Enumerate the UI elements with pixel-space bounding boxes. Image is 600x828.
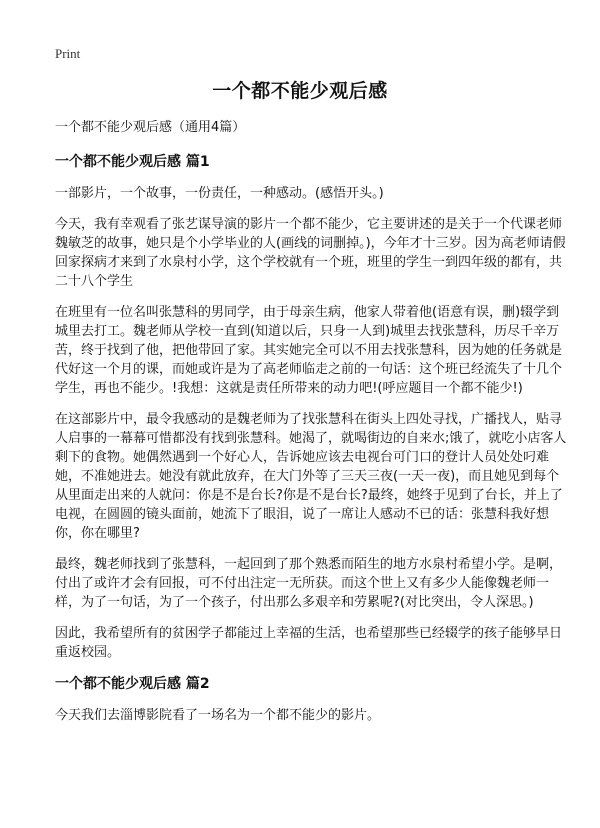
paragraph: 今天我们去淄博影院看了一场名为一个都不能少的影片。 <box>55 708 381 723</box>
section-heading-1: 一个都不能少观后感 篇1 <box>55 154 210 170</box>
paragraph: 因此，我希望所有的贫困学子都能过上幸福的生活，也希望那些已经辍学的孩子能够早日重返校园。 <box>55 626 563 660</box>
paragraph: 最终，魏老师找到了张慧科，一起回到了那个熟悉而陌生的地方水泉村希望小学。是啊，付出了或许才会有回报，可不付出注定一无所获。而这个世上又有多少人能像魏老师一样，为了一句话，为了一个孩子，付出那么多艰辛和劳累呢?(对比突出，令人深思。) <box>55 557 563 610</box>
print-link[interactable]: Print <box>55 46 81 61</box>
paragraph: 在班里有一位名叫张慧科的男同学，由于母亲生病，他家人带着他(语意有误，删)辍学到城里去打工。魏老师从学校一直到(知道以后，只身一人到)城里去找张慧科，历尽千辛万苦，终于找到了他，把他带回了家。其实她完全可以不用去找张慧科，因为她的任务就是代好这一个月的课，而她或许是为了高老师临走之前的一句话：这个班已经流失了十几个学生，再也不能少。!我想：这就是责任所带来的动力吧!(呼应题目一个都不能少!) <box>55 305 563 396</box>
paragraph: 一部影片，一个故事，一份责任，一种感动。(感悟开头。) <box>55 186 384 201</box>
paragraph: 今天，我有幸观看了张艺谋导演的影片一个都不能少，它主要讲述的是关于一个代课老师魏敏芝的故事，她只是个小学毕业的人(画线的词删掉。)，今年才十三岁。因为高老师请假回家探病才来到了水泉村小学，这个学校就有一个班，班里的学生一到四年级的都有，共二十八个学生 <box>55 217 566 289</box>
document-body <box>55 118 567 737</box>
document-subtitle: 一个都不能少观后感（通用4篇） <box>55 120 246 135</box>
paragraph: 在这部影片中，最令我感动的是魏老师为了找张慧科在街头上四处寻找，广播找人，贴寻人启事的一幕幕可惜都没有找到张慧科。她渴了，就喝街边的自来水;饿了，就吃小店客人剩下的食物。她偶然遇到一个好心人，告诉她应该去电视台可门口的登计人员处处叼难她，不准她进去。她没有就此放弃，在大门外等了三天三夜(一天一夜)，而且她见到每个从里面走出来的人就问：你是不是台长?你是不是台长?最终，她终于见到了台长，并上了电视，在圆圆的镜头面前，她流下了眼泪，说了一席让人感动不已的话：张慧科我好想你，你在哪里? <box>55 412 567 541</box>
page-title: 一个都不能少观后感 <box>212 80 388 102</box>
section-heading-2: 一个都不能少观后感 篇2 <box>55 676 210 692</box>
